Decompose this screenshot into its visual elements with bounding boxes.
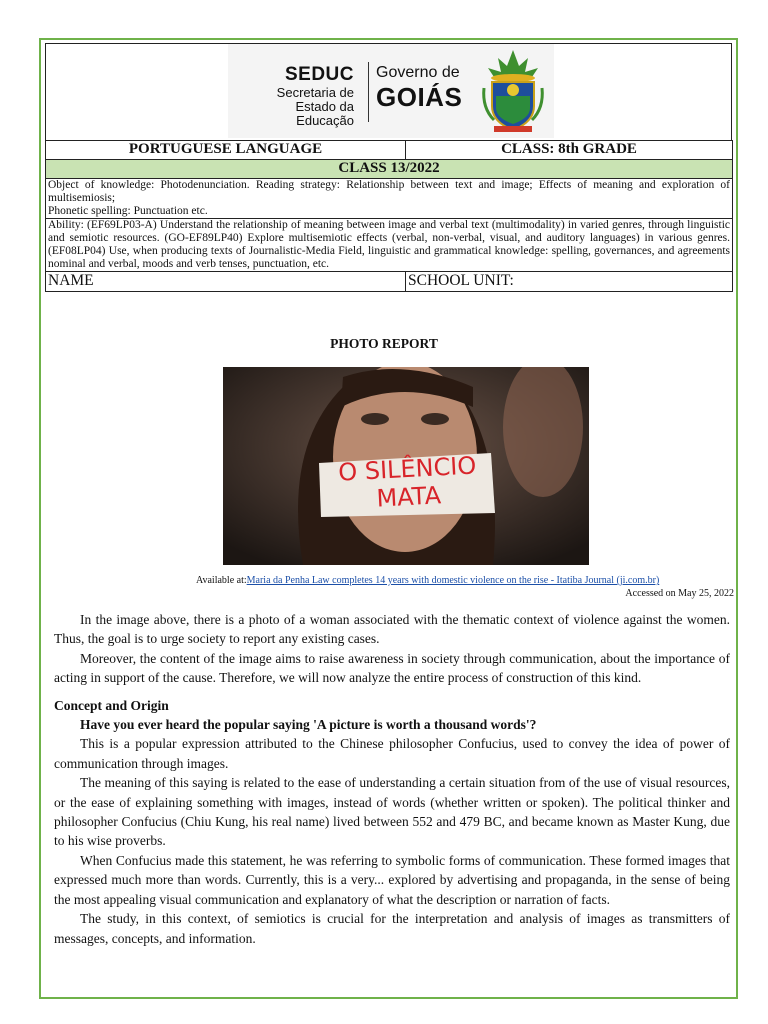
source-link[interactable]: Maria da Penha Law completes 14 years with domestic violence on the rise - Itatiba Journal (ji.com.br)	[246, 575, 660, 586]
seduc-goias-logo	[228, 44, 554, 138]
goias-crest-icon	[474, 48, 552, 136]
logo-banner	[45, 43, 732, 140]
tape-text-line2: MATA	[375, 481, 442, 513]
tape-text-line1: O SILÊNCIO	[337, 451, 477, 487]
photo-report-title: PHOTO REPORT	[330, 336, 438, 351]
protest-photo	[223, 367, 589, 565]
school-unit-field[interactable]: SCHOOL UNIT:	[406, 272, 733, 292]
paragraph-3: This is a popular expression attributed to the Chinese philosopher Confucius, used to convey the idea of power of communication through images.	[54, 736, 730, 771]
grade-cell: CLASS: 8th GRADE	[406, 141, 733, 160]
seduc-line1: Secretaria de	[276, 85, 354, 100]
phonetic-text: Phonetic spelling: Punctuation etc.	[48, 205, 208, 217]
section-title: Concept and Origin	[54, 697, 169, 713]
seduc-line2: Estado da Educação	[295, 99, 354, 128]
paragraph-1: In the image above, there is a photo of a woman associated with the thematic context of violence against the women. Thus, the goal is to urge society to report any existing cases.	[54, 612, 730, 647]
gov-line1: Governo de	[376, 64, 460, 81]
lesson-info-table	[45, 140, 733, 292]
object-knowledge-text: Object of knowledge: Photodenunciation. Reading strategy: Relationship between text and image; Effects of meaning and exploration of multisemiosis;	[48, 179, 730, 204]
object-knowledge-cell	[46, 179, 733, 219]
gov-line2: GOIÁS	[376, 82, 463, 112]
photo-caption	[196, 575, 659, 586]
name-field[interactable]: NAME	[46, 272, 406, 292]
subject-cell: PORTUGUESE LANGUAGE	[46, 141, 406, 160]
available-label: Available at:	[196, 575, 247, 586]
paragraph-2: Moreover, the content of the image aims to raise awareness in society through communication, about the importance of acting in support of the cause. Therefore, we will now analyze the entire process of construction of this kind.	[54, 650, 730, 686]
seduc-title: SEDUC	[284, 64, 354, 85]
ability-cell: Ability: (EF69LP03-A) Understand the relationship of meaning between image and verbal text (multimodality) in varied genres, through linguistic and semiotic resources. (GO-EF89LP40) Explore multisemiotic effects (verbal, non-verbal, visual, and auditory languages) in various genres. (EF08LP04) Use, when producing texts of Journalistic-Media Field, linguistic and grammatical knowledge: spelling, governances, and agreements nominal and verbal, moods and verb tenses, punctuation, etc.	[46, 219, 733, 272]
body-text	[54, 610, 730, 948]
accessed-date: Accessed on May 25, 2022	[625, 588, 734, 599]
paragraph-6: The study, in this context, of semiotics is crucial for the interpretation and analysis of images as transmitters of messages, concepts, and information.	[54, 911, 730, 946]
paragraph-5: When Confucius made this statement, he was referring to symbolic forms of communication. These formed images that expressed much more than words. Currently, this is a very... explored by advertising and propaganda, in the sense of being the most appealing visual communication and explanatory of what the description or narration of facts.	[54, 852, 730, 907]
class-cell: CLASS 13/2022	[46, 160, 733, 179]
header-block	[45, 43, 732, 292]
question-text: Have you ever heard the popular saying 'A picture is worth a thousand words'?	[80, 717, 537, 733]
logo-divider	[368, 62, 369, 122]
paragraph-4: The meaning of this saying is related to the ease of understanding a certain situation from of the use of visual resources, or the ease of explaining something with images, instead of words (whether written or spoken). The political thinker and philosopher Confucius (Chiu Kung, his real name) lived between 552 and 479 BC, and became known as Master Kung, due to his wise proverbs.	[54, 775, 730, 849]
